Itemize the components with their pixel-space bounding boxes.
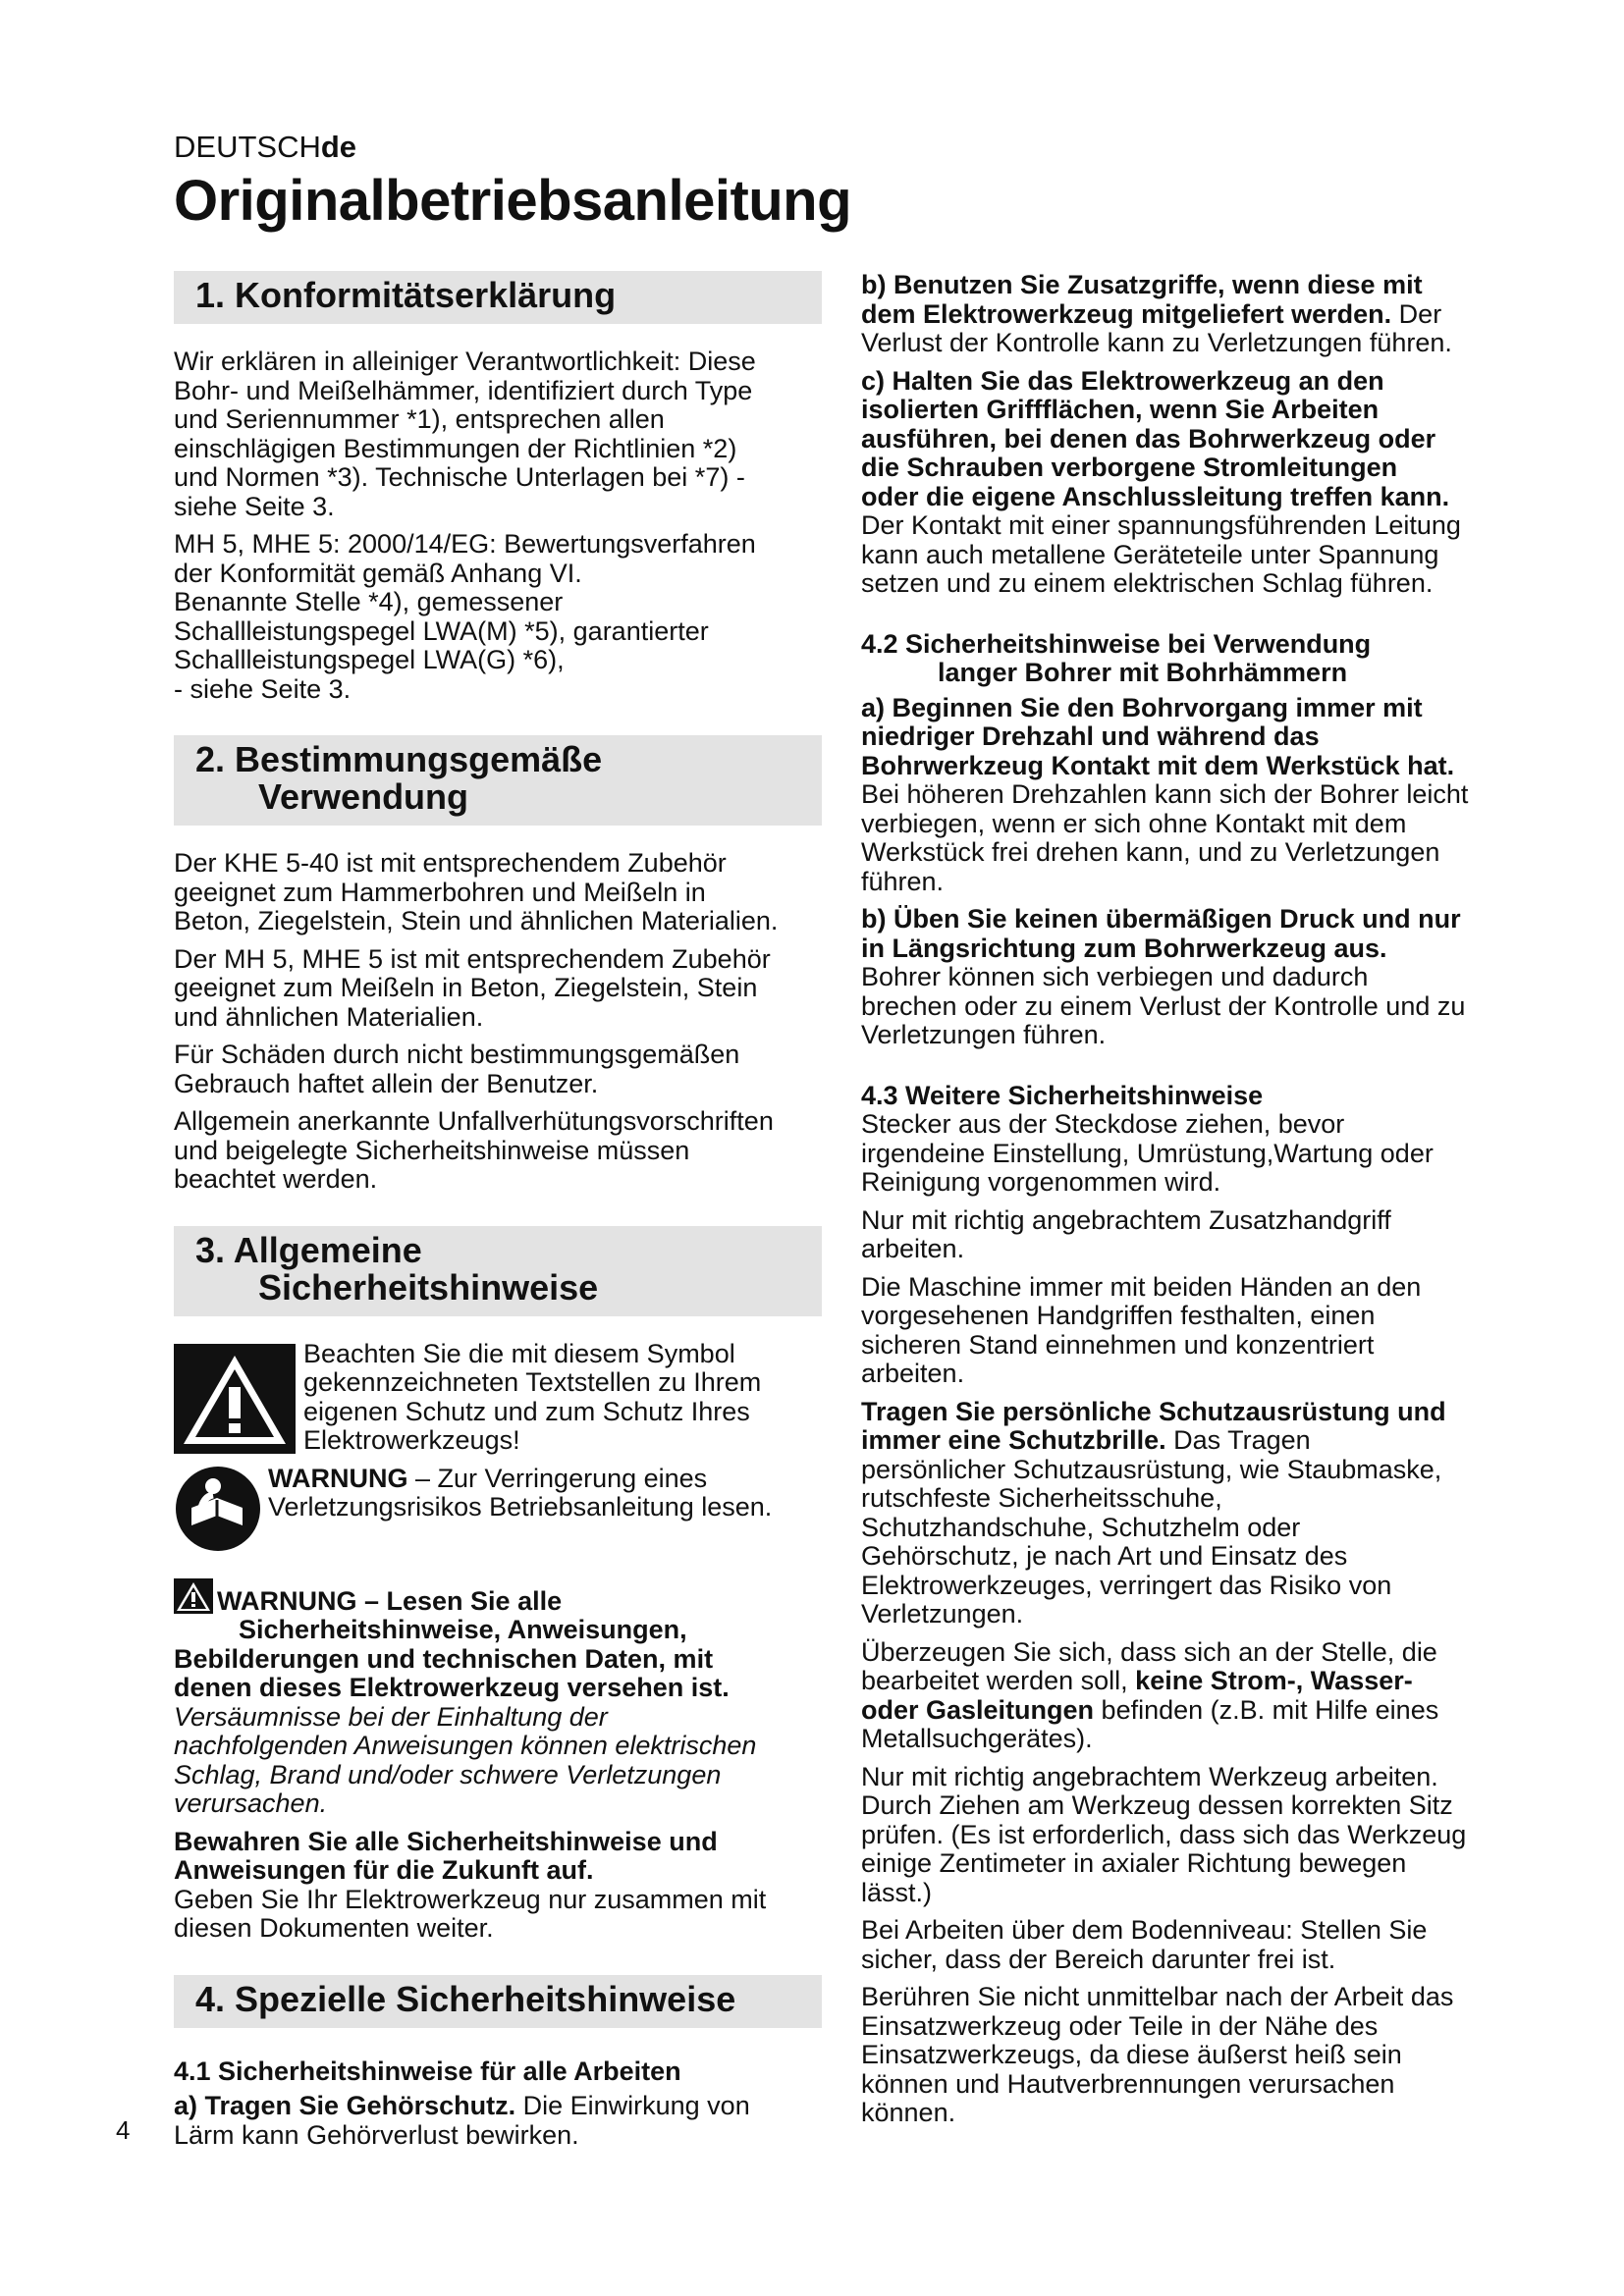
read-manual-icon — [174, 1465, 262, 1553]
left-column — [174, 271, 822, 2150]
keep-instructions-notice: Bewahren Sie alle Sicherheitshinweise und Anweisungen für die Zukunft auf. Geben Sie Ihr Elektrowerkzeug nur zusammen mit diesen Dokumenten weiter. — [174, 1826, 767, 1943]
symbol-notice — [174, 1340, 822, 1456]
intended-use-paragraph-4: Allgemein anerkannte Unfallverhütungsvorschriften und beigelegte Sicherheitshinweise müssen beachtet werden. — [174, 1106, 774, 1194]
section-2-heading: 2. Bestimmungsgemäße Verwendung — [174, 735, 822, 826]
right-column — [861, 271, 1539, 2128]
subsection-4-2-heading: 4.2 Sicherheitshinweise bei Verwendung langer Bohrer mit Bohrhämmern — [861, 628, 1372, 687]
intended-use-paragraph-1: Der KHE 5-40 ist mit entsprechendem Zubehör geeignet zum Hammerbohren und Meißeln in Beton, Ziegelstein, Stein und ähnlichen Materialien. — [174, 848, 779, 935]
subsection-4-1-heading: 4.1 Sicherheitshinweise für alle Arbeiten — [174, 2056, 681, 2086]
page-header — [174, 130, 851, 234]
auxiliary-handle-item: b) Benutzen Sie Zusatzgriffe, wenn diese mit dem Elektrowerkzeug mitgeliefert werden. Der Verlust der Kontrolle kann zu Verletzungen führen. — [861, 270, 1452, 357]
language-label: DEUTSCHde — [174, 130, 357, 164]
section-1-heading: 1. Konformitätserklärung — [174, 271, 822, 324]
protective-equipment-notice: Tragen Sie persönliche Schutzausrüstung und immer eine Schutzbrille. Das Tragen persönlicher Schutzausrüstung, wie Staubmaske, rutschfeste Sicherheitsschuhe, Schutzhandschuhe, Schutzhelm oder Gehörschutz, je nach Art und Einsatz des Elektrowerkzeuges, verringert das Risiko von Verletzungen. — [861, 1396, 1446, 1629]
warning-triangle-icon — [174, 1578, 213, 1614]
tool-fitting-notice: Nur mit richtig angebrachtem Werkzeug arbeiten. Durch Ziehen am Werkzeug dessen korrekten Sitz prüfen. (Es ist erforderlich, dass sich das Werkzeug einige Zentimeter in axialer Richtung bewegen lässt.) — [861, 1761, 1467, 1907]
excessive-pressure-item: b) Üben Sie keinen übermäßigen Druck und nur in Längsrichtung zum Bohrwerkzeug aus. Bohrer können sich verbiegen und dadurch brechen oder zu einem Verlust der Kontrolle und zu Verletzungen führen. — [861, 904, 1466, 1049]
low-speed-drilling-item: a) Beginnen Sie den Bohrvorgang immer mit niedriger Drehzahl und während das Bohrwerkzeug Kontakt mit dem Werkstück hat. Bei höheren Drehzahlen kann sich der Bohrer leicht verbiegen, wenn er sich ohne Kontakt mit dem Werkstück frei drehen kann, und zu Verletzungen führen. — [861, 692, 1469, 896]
above-ground-notice: Bei Arbeiten über dem Bodenniveau: Stellen Sie sicher, dass der Bereich darunter frei ist. — [861, 1915, 1428, 1974]
two-hands-notice: Die Maschine immer mit beiden Händen an den vorgesehenen Handgriffen festhalten, einen sicheren Stand einnehmen und konzentriert arbeiten. — [861, 1271, 1422, 1388]
conformity-paragraph-2: MH 5, MHE 5: 2000/14/EG: Bewertungsverfahren der Konformität gemäß Anhang VI. Benannte Stelle *4), gemessener Schallleistungspegel LWA(M) *5), garantierter Schallleistungspegel LWA(G) *6), - siehe Seite 3. — [174, 529, 756, 704]
symbol-notice-text: Beachten Sie die mit diesem Symbol gekennzeichneten Textstellen zu Ihrem eigenen Schutz und zum Schutz Ihres Elektrowerkzeugs! — [303, 1338, 762, 1455]
manual-warning-text: WARNUNG – Zur Verringerung eines Verletzungsrisikos Betriebsanleitung lesen. — [268, 1463, 773, 1522]
manual-warning — [174, 1465, 822, 1553]
page-number: 4 — [116, 2115, 131, 2145]
section-3-heading: 3. Allgemeine Sicherheitshinweise — [174, 1226, 822, 1316]
section-4-heading: 4. Spezielle Sicherheitshinweise — [174, 1975, 822, 2028]
hidden-lines-notice: Überzeugen Sie sich, dass sich an der Stelle, die bearbeitet werden soll, keine Strom-, Wasser- oder Gasleitungen befinden (z.B. mit Hilfe eines Metallsuchgerätes). — [861, 1636, 1439, 1753]
intended-use-paragraph-2: Der MH 5, MHE 5 ist mit entsprechendem Zubehör geeignet zum Meißeln in Beton, Ziegelstein, Stein und ähnlichen Materialien. — [174, 943, 771, 1032]
hot-tool-notice: Berühren Sie nicht unmittelbar nach der Arbeit das Einsatzwerkzeug oder Teile in der Nähe des Einsatzwerkzeugs, da diese äußerst heiß sein können und Hautverbrennungen verursachen können. — [861, 1982, 1454, 2127]
intended-use-paragraph-3: Für Schäden durch nicht bestimmungsgemäßen Gebrauch haftet allein der Benutzer. — [174, 1040, 740, 1098]
auxiliary-grip-notice: Nur mit richtig angebrachtem Zusatzhandgriff arbeiten. — [861, 1204, 1391, 1263]
general-warning: WARNUNG – Lesen Sie alle Sicherheitshinweise, Anweisungen, Bebilderungen und technischen Daten, mit denen dieses Elektrowerkzeug versehen ist. Versäumnisse bei der Einhaltung der nachfolgenden Anweisungen können elektrischen Schlag, Brand und/oder schwere Verletzungen verursachen. — [174, 1578, 822, 1819]
hearing-protection-item: a) Tragen Sie Gehörschutz. Die Einwirkung von Lärm kann Gehörverlust bewirken. — [174, 2091, 750, 2150]
insulated-grip-item: c) Halten Sie das Elektrowerkzeug an den isolierten Griffflächen, wenn Sie Arbeiten ausführen, bei denen das Bohrwerkzeug oder die Schrauben verborgene Stromleitungen oder die eigene Anschlussleitung treffen kann. Der Kontakt mit einer spannungsführenden Leitung kann auch metallene Geräteteile unter Spannung setzen und zu einem elektrischen Schlag führen. — [861, 365, 1461, 598]
subsection-4-3-heading: 4.3 Weitere Sicherheitshinweise — [861, 1080, 1264, 1110]
warning-triangle-icon — [174, 1344, 296, 1454]
conformity-paragraph-1: Wir erklären in alleiniger Verantwortlichkeit: Diese Bohr- und Meißelhämmer, identifiziert durch Type und Seriennummer *1), entsprechen allen einschlägigen Bestimmungen der Richtlinien *2) und Normen *3). Technische Unterlagen bei *7) - siehe Seite 3. — [174, 347, 756, 521]
document-title: Originalbetriebsanleitung — [174, 169, 852, 233]
unplug-notice: Stecker aus der Steckdose ziehen, bevor irgendeine Einstellung, Umrüstung,Wartung oder Reinigung vorgenommen wird. — [861, 1109, 1434, 1197]
